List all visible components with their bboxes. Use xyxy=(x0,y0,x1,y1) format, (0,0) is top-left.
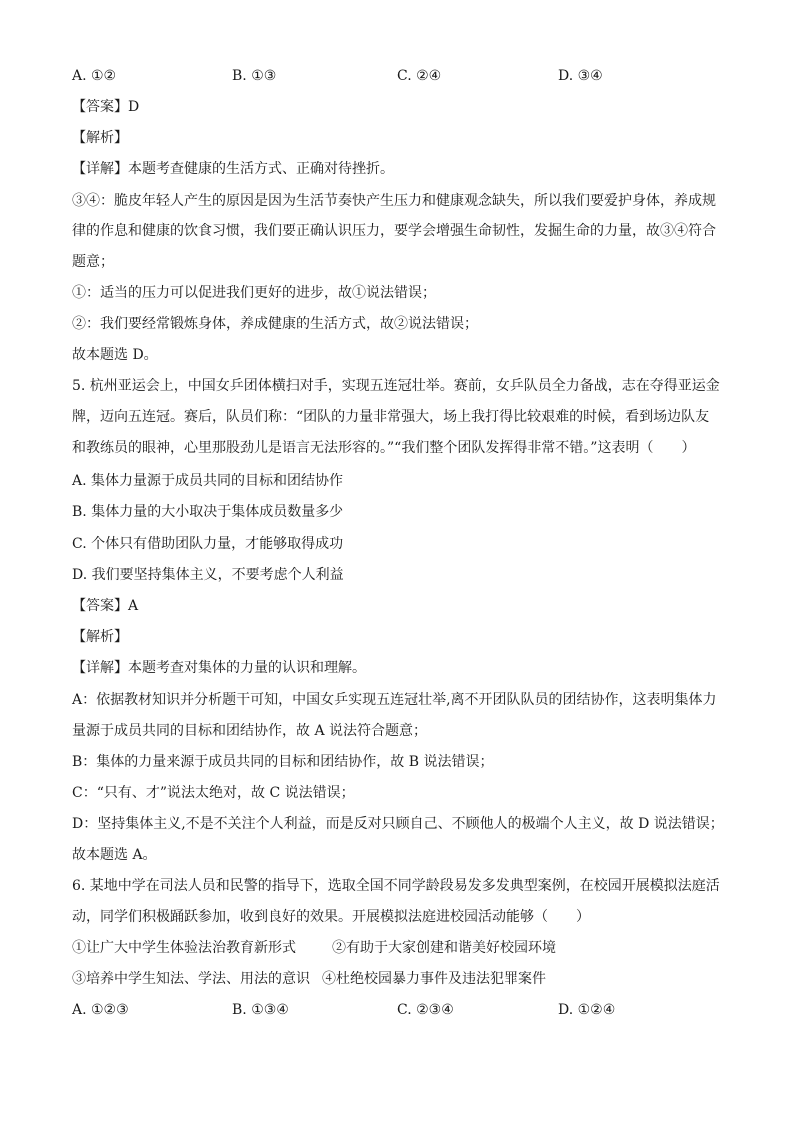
q4-conclusion: 故本题选 D。 xyxy=(72,347,158,363)
q5-detail: 【详解】本题考查对集体的力量的认识和理解。 xyxy=(72,660,366,676)
q5-explain-c: C：“只有、才”说法太绝对，故 C 说法错误； xyxy=(72,785,355,801)
q4-explain-34-line3: 题意； xyxy=(72,254,114,270)
q6-stem-line1: 6. 某地中学在司法人员和民警的指导下，选取全国不同学龄段易发多发典型案例，在校园开展模拟法庭活 xyxy=(72,878,720,894)
q6-item-3: ③培养中学生知法、学法、用法的意识 xyxy=(72,971,310,987)
q5-explain-d: D：坚持集体主义,不是不关注个人利益，而是反对只顾自己、不顾他人的极端个人主义，故 D 说法错误； xyxy=(72,816,724,832)
q5-analysis-label: 【解析】 xyxy=(72,629,128,645)
q4-option-a: A. ①② xyxy=(72,68,117,84)
q5-conclusion: 故本题选 A。 xyxy=(72,847,157,863)
q4-analysis-label: 【解析】 xyxy=(72,130,128,146)
q6-item-4: ④杜绝校园暴力事件及违法犯罪案件 xyxy=(322,971,546,987)
q5-option-b: B. 集体力量的大小取决于集体成员数量多少 xyxy=(72,504,344,520)
q4-option-d: D. ③④ xyxy=(558,68,603,84)
q5-stem-line2: 牌，迈向五连冠。赛后，队员们称：“团队的力量非常强大，场上我打得比较艰难的时候，看到场边队友 xyxy=(72,409,710,425)
q4-explain-2: ②：我们要经常锻炼身体，养成健康的生活方式，故②说法错误； xyxy=(72,316,478,332)
q5-stem-line1: 5. 杭州亚运会上，中国女乒团体横扫对手，实现五连冠壮举。赛前，女乒队员全力备战，志在夺得亚运金 xyxy=(72,378,720,394)
q5-option-c: C. 个体只有借助团队力量，才能够取得成功 xyxy=(72,536,344,552)
q5-explain-b: B：集体的力量来源于成员共同的目标和团结协作，故 B 说法错误； xyxy=(72,754,494,770)
q4-answer: 【答案】D xyxy=(72,99,140,115)
q6-option-b: B. ①③④ xyxy=(232,1002,289,1018)
q6-option-a: A. ①②③ xyxy=(72,1002,129,1018)
q6-item-1: ①让广大中学生体验法治教育新形式 xyxy=(72,940,296,956)
q5-option-d: D. 我们要坚持集体主义，不要考虑个人利益 xyxy=(72,567,344,583)
q5-answer: 【答案】A xyxy=(72,598,139,614)
q4-explain-34-line2: 律的作息和健康的饮食习惯，我们要正确认识压力，要学会增强生命韧性，发掘生命的力量，故③④符合 xyxy=(72,223,716,239)
q5-explain-a-line2: 量源于成员共同的目标和团结协作，故 A 说法符合题意； xyxy=(72,723,428,739)
q6-item-2: ②有助于大家创建和谐美好校园环境 xyxy=(332,940,556,956)
q4-option-c: C. ②④ xyxy=(397,68,442,84)
q6-option-d: D. ①②④ xyxy=(558,1002,616,1018)
q4-detail: 【详解】本题考查健康的生活方式、正确对待挫折。 xyxy=(72,161,394,177)
q4-option-b: B. ①③ xyxy=(232,68,277,84)
q4-explain-34-line1: ③④：脆皮年轻人产生的原因是因为生活节奏快产生压力和健康观念缺失，所以我们要爱护身体，养成规 xyxy=(72,193,716,209)
q5-stem-line3: 和教练员的眼神，心里那股劲儿是语言无法形容的。”“我们整个团队发挥得非常不错。”这表明（ ） xyxy=(72,440,696,456)
q4-explain-1: ①：适当的压力可以促进我们更好的进步，故①说法错误； xyxy=(72,285,436,301)
q6-stem-line2: 动，同学们积极踊跃参加，收到良好的效果。开展模拟法庭进校园活动能够（ ） xyxy=(72,909,590,925)
q5-explain-a-line1: A：依据教材知识并分析题干可知，中国女乒实现五连冠壮举,离不开团队队员的团结协作，这表明集体力 xyxy=(72,692,717,708)
q5-option-a: A. 集体力量源于成员共同的目标和团结协作 xyxy=(72,473,344,489)
q6-option-c: C. ②③④ xyxy=(397,1002,454,1018)
